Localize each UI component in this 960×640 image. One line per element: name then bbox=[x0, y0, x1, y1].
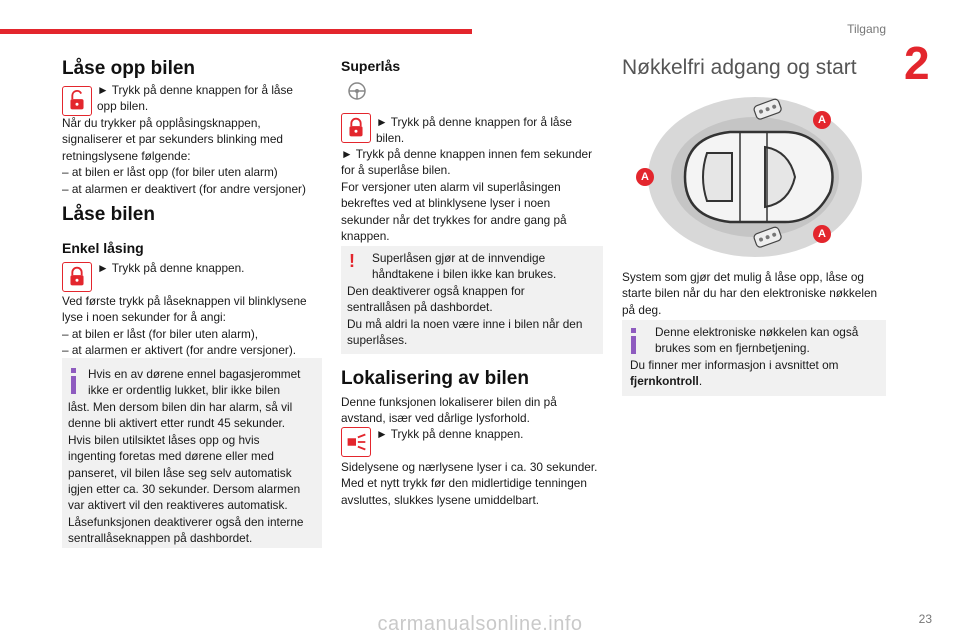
section-title: Nøkkelfri adgang og start bbox=[622, 56, 857, 79]
info-icon bbox=[70, 368, 78, 394]
section-name: Tilgang bbox=[847, 22, 886, 36]
warning-box-body: Den deaktiverer også knappen for sentrallåsen på dashbordet. Du må aldri la noen være inne i bilen når den superlåses. bbox=[347, 284, 583, 348]
page-number: 23 bbox=[918, 612, 932, 626]
locate-body: Denne funksjonen lokaliserer bilen din på avstand, især ved dårlige lysforhold. bbox=[341, 395, 557, 426]
top-accent-bar bbox=[0, 29, 472, 34]
heading-locate: Lokalisering av bilen bbox=[341, 368, 529, 389]
info-box-lock-lead: Hvis en av dørene ennel bagasjerommet ikke er ordentlig lukket, blir ikke bilen bbox=[88, 367, 301, 398]
warning-icon: ! bbox=[349, 251, 355, 271]
zone-label-a-left: A bbox=[636, 168, 654, 186]
unlock-button-icon bbox=[62, 86, 92, 116]
heading-lock: Låse bilen bbox=[62, 204, 155, 225]
zone-label-a-top: A bbox=[813, 111, 831, 129]
info-box-lock bbox=[62, 358, 322, 548]
unlock-step: ► Trykk på denne knappen for å låse opp bilen. bbox=[97, 83, 293, 114]
chapter-number: 2 bbox=[904, 37, 930, 89]
warning-box-superlock bbox=[341, 246, 603, 354]
locate-after: Sidelysene og nærlysene lyser i ca. 30 sekunder. Med et nytt trykk før den midlertidige tenningen avsluttes, slukkes lysene umiddelbart. bbox=[341, 460, 598, 507]
info-box-keyless-lead: Denne elektroniske nøkkelen kan også brukes som en fjernbetjening. bbox=[655, 325, 859, 356]
heading-simple-lock: Enkel låsing bbox=[62, 240, 144, 256]
superlock-body: ► Trykk på denne knappen innen fem sekunder for å superlåse bilen. For versjoner uten alarm vil superlåsingen bekreftes ved at blinklysene lyser i noen sekunder når det trykkes for andre gang på knappen. bbox=[341, 147, 593, 244]
lock-button-icon bbox=[62, 262, 92, 292]
zone-label-a-bottom: A bbox=[813, 225, 831, 243]
locate-step: ► Trykk på denne knappen. bbox=[376, 427, 524, 441]
superlock-step: ► Trykk på denne knappen for å låse bilen. bbox=[376, 115, 572, 146]
keyless-body: System som gjør det mulig å låse opp, låse og starte bilen når du har den elektroniske nøkkelen på deg. bbox=[622, 270, 878, 317]
info-icon bbox=[630, 328, 638, 354]
lock-step: ► Trykk på denne knappen. bbox=[97, 261, 245, 275]
unlock-body: Når du trykker på opplåsingsknappen, signaliserer et par sekunders blinking med retningslysene følgende: – at bilen er låst opp (for biler uten alarm) – at alarmen er deaktivert (for andre versjoner) bbox=[62, 116, 306, 196]
heading-unlock: Låse opp bilen bbox=[62, 58, 196, 79]
info-box-lock-body: låst. Men dersom bilen din har alarm, så vil denne bli aktivert etter rundt 45 sekunder. Hvis bilen utilsiktet låses opp og hvis ingenting foretas med dørene eller med panseret, vil bilen låse seg selv automatisk igjen etter ca. 30 sekunder. Dersom alarmen var aktivert vil den reaktiveres automatisk. Låsefunksjonen deaktiverer også den interne sentrallåseknappen på dashbordet. bbox=[68, 400, 304, 546]
watermark: carmanualsonline.info bbox=[377, 613, 583, 635]
lock-body: Ved første trykk på låseknappen vil blinklysene lyse i noen sekunder for å angi: – at bilen er låst (for biler uten alarm), – at alarmen er aktivert (for andre versjoner). bbox=[62, 294, 307, 358]
warning-box-lead: Superlåsen gjør at de innvendige håndtakene i bilen ikke kan brukes. bbox=[372, 251, 557, 282]
info-box-keyless-body: Du finner mer informasjon i avsnittet om fjernkontroll. bbox=[630, 358, 839, 389]
superlock-button-icon bbox=[341, 113, 371, 143]
steering-wheel-icon bbox=[341, 80, 373, 104]
locate-button-icon bbox=[341, 427, 371, 457]
keyless-zone-illustration bbox=[641, 95, 865, 260]
heading-superlock: Superlås bbox=[341, 58, 401, 74]
link-fjernkontroll[interactable]: fjernkontroll bbox=[630, 374, 699, 389]
info-box-keyless bbox=[622, 320, 886, 396]
